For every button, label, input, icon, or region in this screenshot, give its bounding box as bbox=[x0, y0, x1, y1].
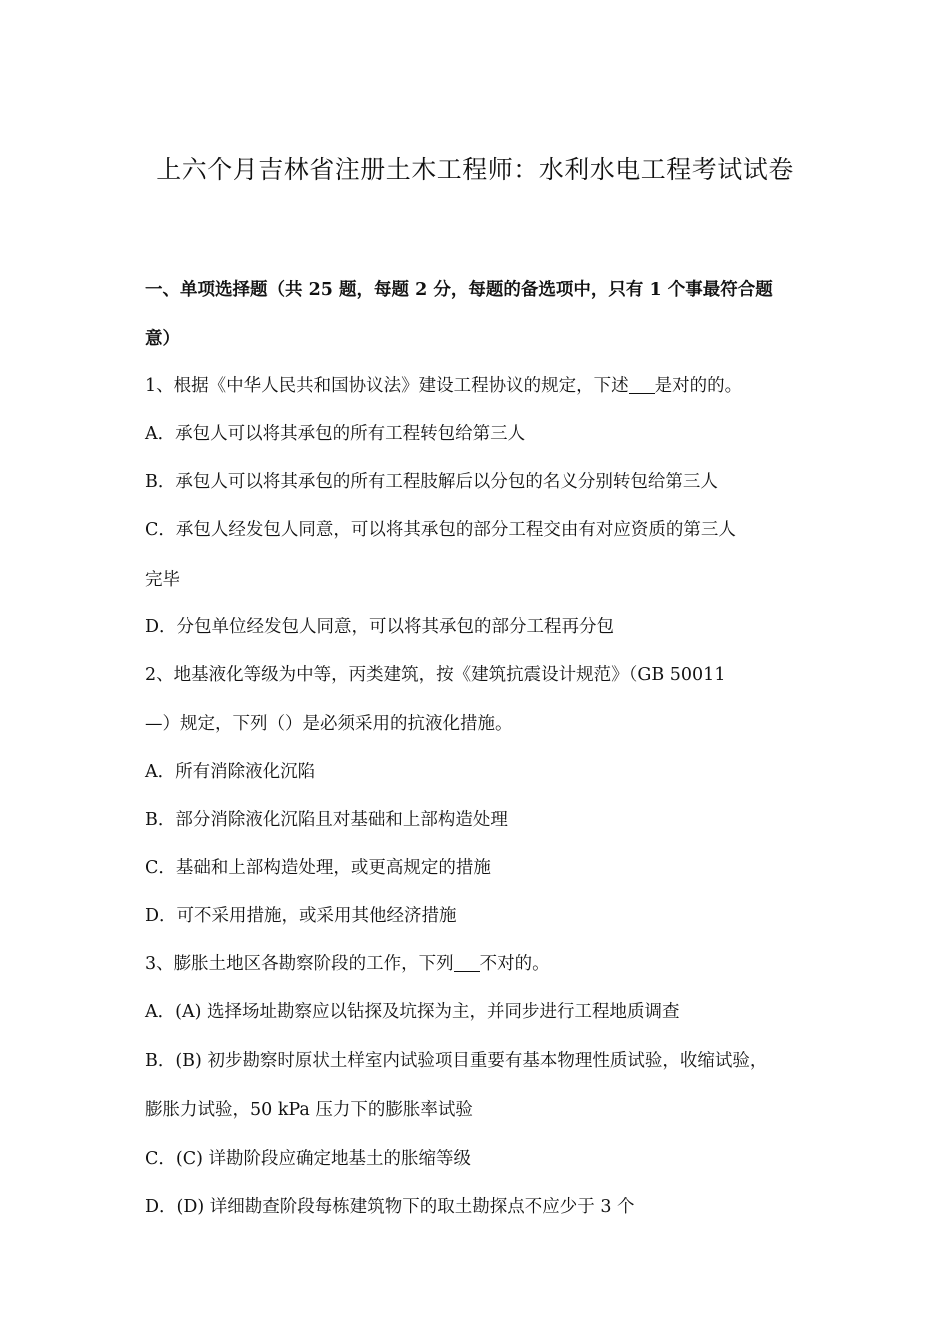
q2-option-b: B．部分消除液化沉陷且对基础和上部构造处理 bbox=[145, 810, 508, 830]
q1-stem-before: 1、根据《中华人民共和国协议法》建设工程协议的规定，下述 bbox=[145, 376, 629, 396]
answer-blank bbox=[629, 376, 655, 395]
answer-blank bbox=[454, 954, 480, 973]
q2-option-c: C．基础和上部构造处理，或更高规定的措施 bbox=[145, 858, 491, 878]
q2-option-a: A．所有消除液化沉陷 bbox=[145, 762, 316, 782]
q3-stem-after: 不对的。 bbox=[479, 954, 550, 974]
q1-stem bbox=[145, 372, 742, 397]
q1-option-c-line1: C．承包人经发包人同意，可以将其承包的部分工程交由有对应资质的第三人 bbox=[145, 520, 736, 540]
document-title: 上六个月吉林省注册土木工程师：水利水电工程考试试卷 bbox=[156, 155, 794, 184]
q3-option-d: D．(D) 详细勘查阶段每栋建筑物下的取土勘探点不应少于 3 个 bbox=[145, 1197, 635, 1217]
q1-stem-after: 是对的的。 bbox=[654, 376, 743, 396]
q3-option-b-line1: B．(B) 初步勘察时原状土样室内试验项目重要有基本物理性质试验，收缩试验， bbox=[145, 1051, 768, 1071]
q1-option-a: A．承包人可以将其承包的所有工程转包给第三人 bbox=[145, 424, 526, 444]
q3-option-a: A．(A) 选择场址勘察应以钻探及坑探为主，并同步进行工程地质调查 bbox=[145, 1002, 680, 1022]
q1-option-d: D．分包单位经发包人同意，可以将其承包的部分工程再分包 bbox=[145, 617, 615, 637]
q3-option-c: C．(C) 详勘阶段应确定地基土的胀缩等级 bbox=[145, 1149, 471, 1169]
q1-option-b: B．承包人可以将其承包的所有工程肢解后以分包的名义分别转包给第三人 bbox=[145, 472, 718, 492]
q2-stem-line2: —）规定，下列（）是必须采用的抗液化措施。 bbox=[145, 714, 513, 734]
q1-option-c-line2: 完毕 bbox=[145, 570, 180, 590]
q2-option-d: D．可不采用措施，或采用其他经济措施 bbox=[145, 906, 457, 926]
q3-stem-before: 3、膨胀土地区各勘察阶段的工作，下列 bbox=[145, 954, 454, 974]
q2-stem-line1: 2、地基液化等级为中等，丙类建筑，按《建筑抗震设计规范》（GB 50011 bbox=[145, 665, 726, 685]
section-heading-line2: 意） bbox=[145, 329, 180, 349]
q3-option-b-line2: 膨胀力试验，50 kPa 压力下的膨胀率试验 bbox=[145, 1100, 473, 1120]
section-heading-line1: 一、单项选择题（共 25 题，每题 2 分，每题的备选项中，只有 1 个事最符合题 bbox=[145, 280, 773, 300]
q3-stem bbox=[145, 950, 550, 975]
